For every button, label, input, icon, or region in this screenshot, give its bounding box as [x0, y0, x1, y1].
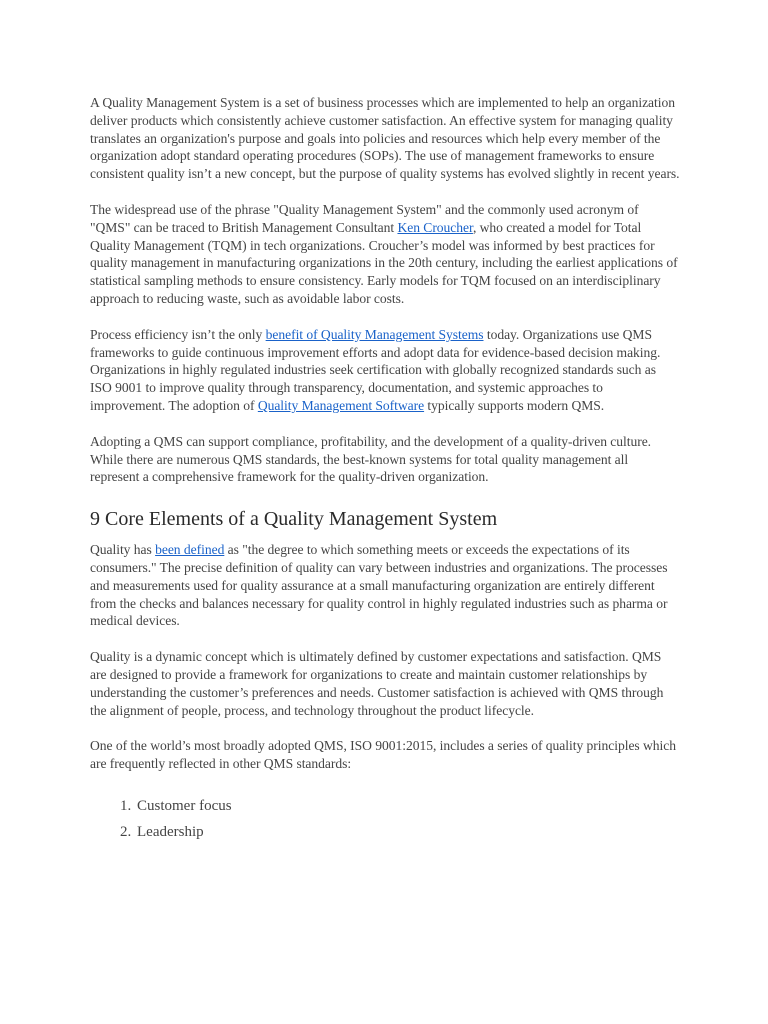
intro-paragraph-2 — [90, 201, 680, 308]
document-body — [90, 94, 680, 845]
section-paragraph-1-text-after: as "the degree to which something meets or exceeds the expectations of its consumers." The precise definition of quality can vary between industries and organizations. The processes and measurements used for quality assurance at a small manufacturing organization are entirely different from the checks and balances necessary for quality control in highly regulated industries such as pharma or medical devices. — [90, 542, 668, 629]
intro-paragraph-2-text-after: , who created a model for Total Quality Management (TQM) in tech organizations. Croucher’s model was informed by best practices for quality management in manufacturing organizations in the 20th century, including the earliest applications of statistical sampling methods to ensure consistency. Early models for TQM focused on an interdisciplinary approach to reducing waste, such as avoidable labor costs. — [90, 219, 678, 306]
qms-benefits-link[interactable]: benefit of Quality Management Systems — [265, 326, 484, 342]
section-paragraph-3 — [90, 737, 680, 773]
section-heading: 9 Core Elements of a Quality Management System — [90, 508, 498, 531]
intro-paragraph-1 — [90, 94, 680, 183]
section-paragraph-2-text: Quality is a dynamic concept which is ultimately defined by customer expectations and satisfaction. QMS are designed to provide a framework for organizations to create and maintain customer relationships by understanding the customer’s preferences and needs. Customer satisfaction is achieved with QMS through the alignment of people, process, and technology throughout the product lifecycle. — [90, 649, 664, 718]
section-paragraph-2 — [90, 648, 680, 719]
quality-principles-list — [90, 793, 680, 845]
intro-paragraph-3 — [90, 326, 680, 415]
been-defined-link[interactable]: been defined — [155, 542, 225, 558]
section-paragraph-1-text-before: Quality has — [90, 542, 156, 558]
intro-paragraph-3-text-before: Process efficiency isn’t the only — [90, 326, 266, 342]
intro-paragraph-4 — [90, 433, 680, 486]
intro-paragraph-1-text: A Quality Management System is a set of business processes which are implemented to help an organization deliver products which consistently achieve customer satisfaction. An effective system for managing quality translates an organization's purpose and goals into policies and resources which help every member of the organization adopt standard operating procedures (SOPs). The use of management frameworks to ensure consistent quality isn’t a new concept, but the purpose of quality systems has evolved slightly in recent years. — [90, 95, 680, 182]
intro-paragraph-2-text-before: The widespread use of the phrase "Quality Management System" and the commonly used acronym of "QMS" can be traced to British Management Consultant — [90, 201, 639, 235]
section-paragraph-1 — [90, 541, 680, 630]
intro-paragraph-4-text: Adopting a QMS can support compliance, profitability, and the development of a quality-driven culture. While there are numerous QMS standards, the best-known systems for total quality management all represent a comprehensive framework for the quality-driven organization. — [90, 433, 652, 485]
list-item: 1. Customer focus — [135, 793, 680, 819]
qms-software-link[interactable]: Quality Management Software — [257, 397, 425, 413]
intro-paragraph-3-text-mid: today. Organizations use QMS frameworks to guide continuous improvement efforts and adopt data for evidence-based decision making. Organizations in highly regulated industries seek certification with globally recognized standards such as ISO 9001 to improve quality through transparency, documentation, and systemic approaches to improvement. The adoption of — [90, 326, 661, 413]
intro-paragraph-3-text-after: typically supports modern QMS. — [424, 397, 605, 413]
list-item: 2. Leadership — [135, 819, 680, 845]
section-paragraph-3-text: One of the world’s most broadly adopted QMS, ISO 9001:2015, includes a series of quality principles which are frequently reflected in other QMS standards: — [90, 738, 676, 772]
ken-croucher-link[interactable]: Ken Croucher — [397, 219, 473, 235]
